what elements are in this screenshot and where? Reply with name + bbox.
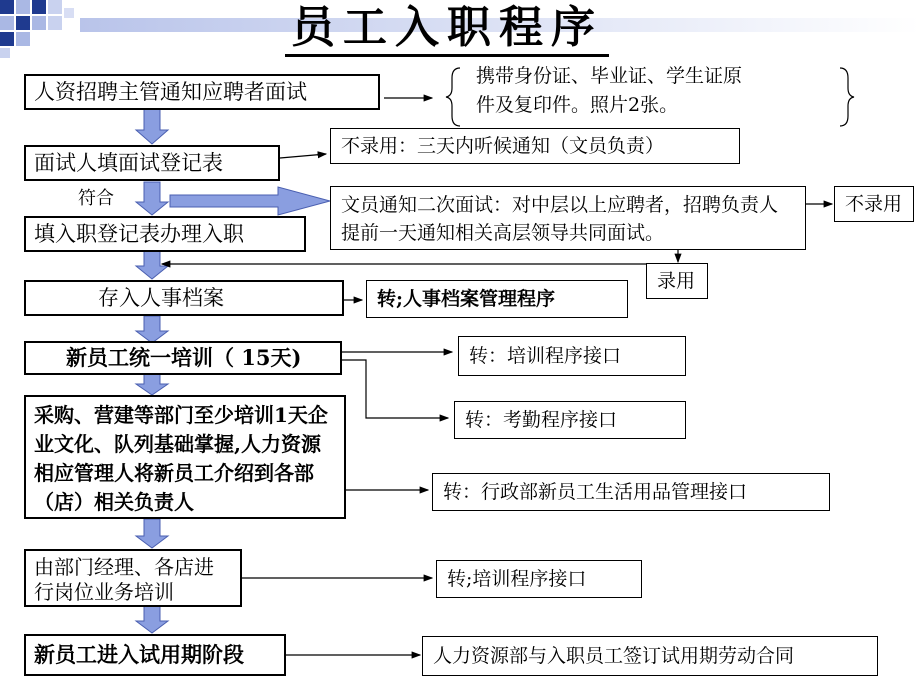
step-job-training: 由部门经理、各店进行岗位业务培训 [24,549,242,607]
hired-box: 录用 [646,263,708,299]
documents-line-1: 携带身份证、毕业证、学生证原 [476,65,743,87]
documents-note [476,62,742,120]
not-hired-box: 不录用 [834,186,914,222]
flow-arrow-7 [136,606,168,633]
flow-arrow-second-interview [170,187,330,215]
flow-arrow-2 [136,182,168,215]
not-hired-notice: 不录用：三天内听候通知（文员负责） [330,128,740,164]
step-unified-training: 新员工统一培训（ 15天) [24,341,342,375]
flow-arrow-6 [136,519,168,548]
step-archive: 存入人事档案 [24,280,344,316]
step-fill-interview-form: 面试人填面试登记表 [24,145,280,181]
step-probation: 新员工进入试用期阶段 [24,634,286,676]
flow-arrow-5 [136,374,168,395]
flow-arrow-4 [136,316,168,343]
supplies-transfer-note: 转：行政部新员工生活用品管理接口 [432,473,830,511]
documents-line-2: 件及复印件。照片2张。 [476,94,679,116]
step-notify-interview: 人资招聘主管通知应聘者面试 [24,74,380,110]
right-brace [840,68,854,126]
training-transfer-note: 转：培训程序接口 [458,336,686,376]
flow-arrow-1 [136,108,168,144]
step-onboarding-registration: 填入职登记表办理入职 [24,216,306,252]
job-training-transfer-note: 转;培训程序接口 [436,560,642,598]
attendance-transfer-note: 转：考勤程序接口 [454,401,686,439]
page-title: 员工入职程序 [285,2,609,57]
contract-note: 人力资源部与入职员工签订试用期劳动合同 [422,636,878,676]
left-brace [446,68,460,126]
qualified-label: 符合 [78,188,114,209]
step-department-training: 采购、营建等部门至少培训1天企业文化、队列基础掌握,人力资源相应管理人将新员工介绍到各部（店）相关负责人 [24,395,346,519]
second-interview-note: 文员通知二次面试：对中层以上应聘者，招聘负责人提前一天通知相关高层领导共同面试。 [330,186,806,250]
archive-transfer-note: 转;人事档案管理程序 [366,280,628,318]
